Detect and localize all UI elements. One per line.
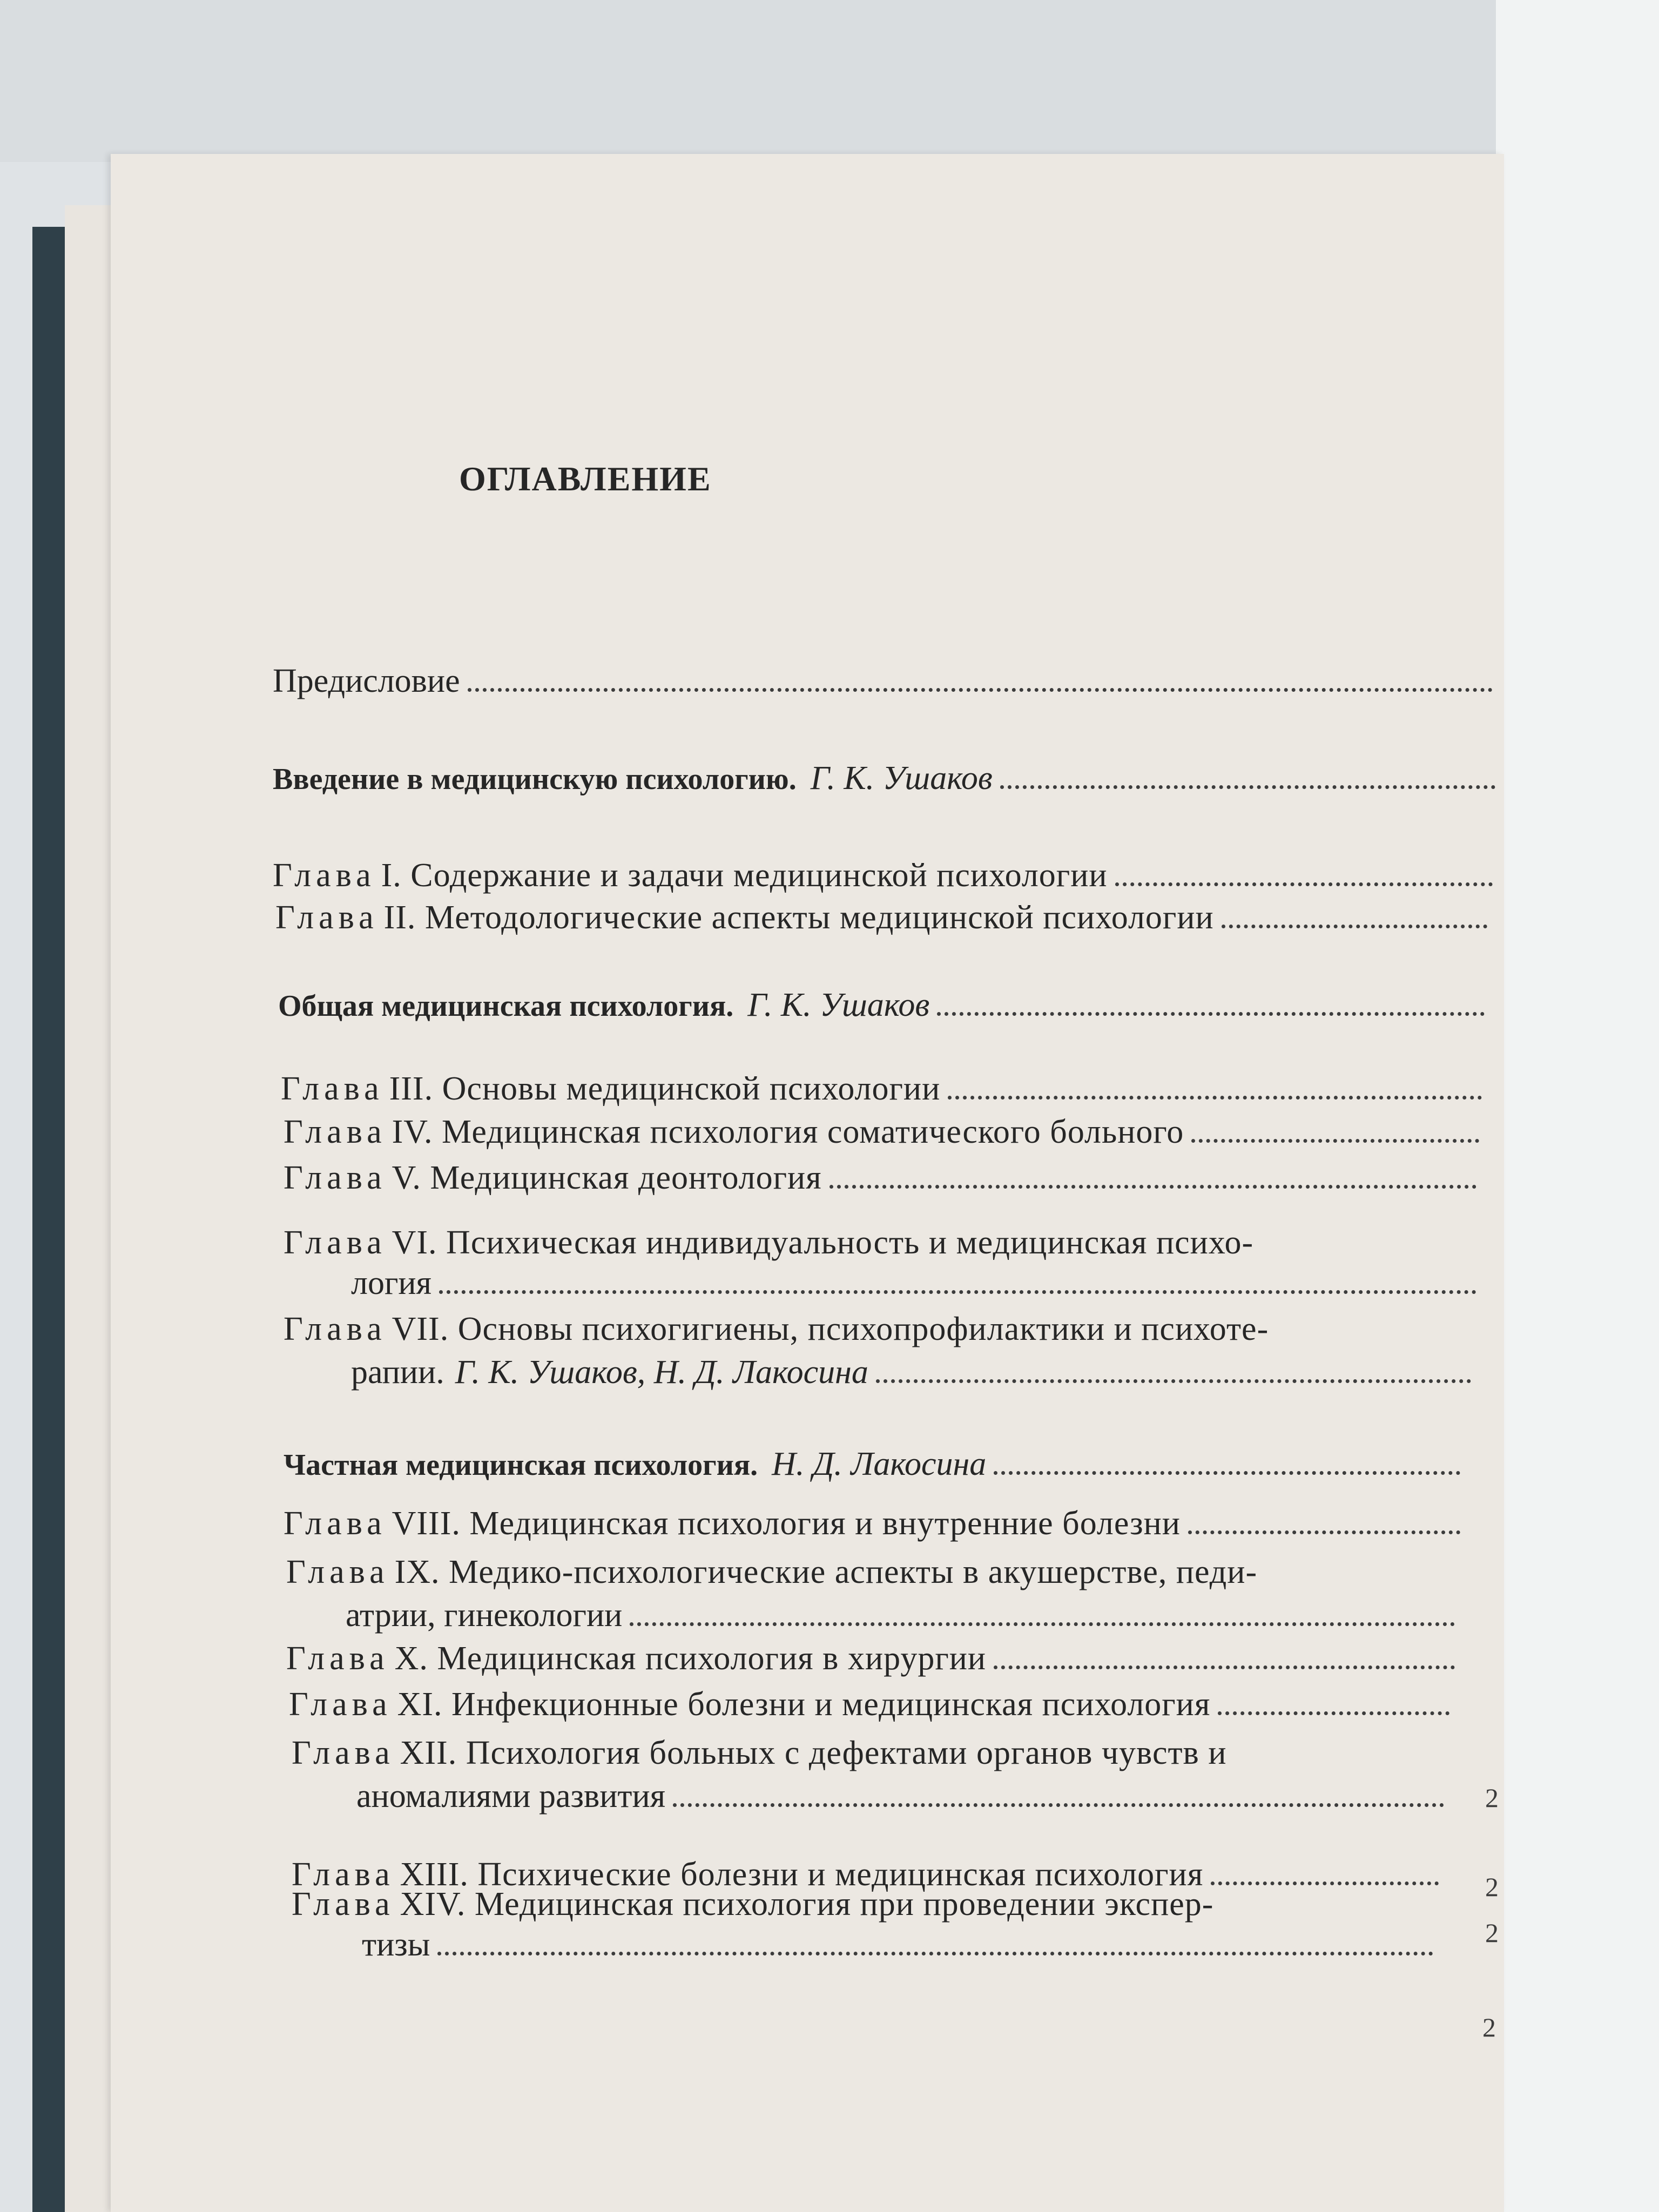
chapter-title: IX. Медико-психологические аспекты в акушерстве, педи- [394,1554,1258,1590]
chapter-title: VII. Основы психогигиены, психопрофилактики и психоте- [392,1311,1269,1347]
chapter-title: V. Медицинская деонтология [392,1159,822,1196]
leader-dots [937,1012,1485,1016]
chapter-label: Глава [292,1856,395,1893]
chapter-title: VIII. Медицинская психология и внутренние болезни [392,1505,1181,1542]
chapter-title: XIV. Медицинская психология при проведении экспер- [400,1886,1214,1923]
toc-section-heading [278,988,1488,1022]
chapter-title-continuation: аномалиями развития [356,1778,666,1815]
section-title: Введение в медицинскую психологию. [273,763,797,796]
chapter-title: XIII. Психические болезни и медицинская психология [400,1856,1204,1893]
leader-dots [1222,925,1487,928]
toc-entry-text: Предисловие [273,663,460,699]
section-author: Г. К. Ушаков [810,760,993,797]
chapter-title: VI. Психическая индивидуальность и медицинская психо- [392,1224,1254,1261]
chapter-label: Глава [284,1114,387,1150]
toc-chapter [284,1507,1464,1540]
chapter-title: III. Основы медицинской психологии [389,1070,941,1107]
section-author: Н. Д. Лакосина [772,1446,987,1482]
book-page [111,154,1504,2212]
chapter-label: Глава [284,1224,387,1261]
chapter-label: Глава [273,857,376,894]
background-top [0,0,1496,162]
toc-chapter-continuation [351,1266,1480,1300]
toc-preface [273,664,1496,698]
chapter-label: Глава [292,1735,395,1771]
leader-dots [1211,1881,1439,1885]
page-heading: ОГЛАВЛЕНИЕ [459,460,712,498]
leader-dots [630,1622,1455,1626]
chapter-title-continuation: логия [351,1265,432,1301]
chapter-label: Глава [284,1311,387,1347]
leader-dots [994,1471,1460,1475]
chapter-title-continuation: атрии, гинекологии [346,1597,623,1634]
toc-chapter-continuation [362,1928,1437,1961]
page-number-fragment: 2 [1485,1783,1499,1813]
toc-section-heading [273,761,1499,795]
background-right [1496,0,1659,2212]
chapter-title: IV. Медицинская психология соматического больного [392,1114,1184,1150]
chapter-label: Глава [284,1505,387,1542]
chapter-label: Глава [281,1070,384,1107]
leader-dots [830,1185,1476,1189]
chapter-label: Глава [286,1640,389,1677]
leader-dots [1218,1711,1449,1715]
chapter-title: XI. Инфекционные болезни и медицинская психология [397,1686,1211,1723]
toc-chapter [289,1688,1453,1721]
chapter-label: Глава [292,1886,395,1923]
leader-dots [437,1952,1433,1955]
chapter-label: Глава [286,1554,389,1590]
section-author: Г. К. Ушаков [747,987,930,1023]
toc-chapter [292,1887,1437,1921]
chapter-title-continuation: тизы [362,1926,430,1963]
section-title: Частная медицинская психология. [284,1448,758,1482]
page-number-fragment: 2 [1485,1872,1499,1902]
leader-dots [468,688,1493,692]
leader-dots [1188,1530,1460,1534]
page-number-fragment: 2 [1485,1918,1499,1948]
toc-chapter [286,1555,1458,1589]
chapter-author: Г. К. Ушаков, Н. Д. Лакосина [455,1354,868,1391]
chapter-label: Глава [289,1686,392,1723]
leader-dots [1115,882,1493,886]
leader-dots [1000,785,1495,789]
toc-chapter-continuation [351,1355,1474,1389]
chapter-label: Глава [275,899,379,936]
toc-chapter [292,1736,1447,1770]
chapter-title: I. Содержание и задачи медицинской психологии [381,857,1108,894]
toc-chapter [284,1161,1480,1195]
toc-chapter-continuation [346,1599,1458,1632]
page-number-fragment: 2 [1482,2012,1496,2042]
toc-chapter [284,1115,1482,1149]
chapter-title-continuation: рапии. [351,1354,444,1391]
toc-chapter [284,1226,1480,1259]
leader-dots [673,1803,1444,1807]
toc-section-heading [284,1447,1464,1481]
toc-chapter [273,859,1496,892]
toc-chapter [286,1642,1458,1675]
chapter-title: XII. Психология больных с дефектами органов чувств и [400,1735,1227,1771]
chapter-title: II. Методологические аспекты медицинской психологии [383,899,1214,936]
chapter-label: Глава [284,1159,387,1196]
leader-dots [948,1096,1482,1100]
leader-dots [1191,1139,1479,1143]
section-title: Общая медицинская психология. [278,989,734,1023]
leader-dots [439,1290,1476,1294]
toc-chapter [275,901,1491,934]
toc-chapter [281,1072,1485,1105]
toc-chapter-continuation [356,1779,1447,1813]
toc-chapter [284,1312,1474,1346]
leader-dots [876,1379,1471,1383]
leader-dots [994,1665,1455,1669]
chapter-title: X. Медицинская психология в хирургии [394,1640,987,1677]
